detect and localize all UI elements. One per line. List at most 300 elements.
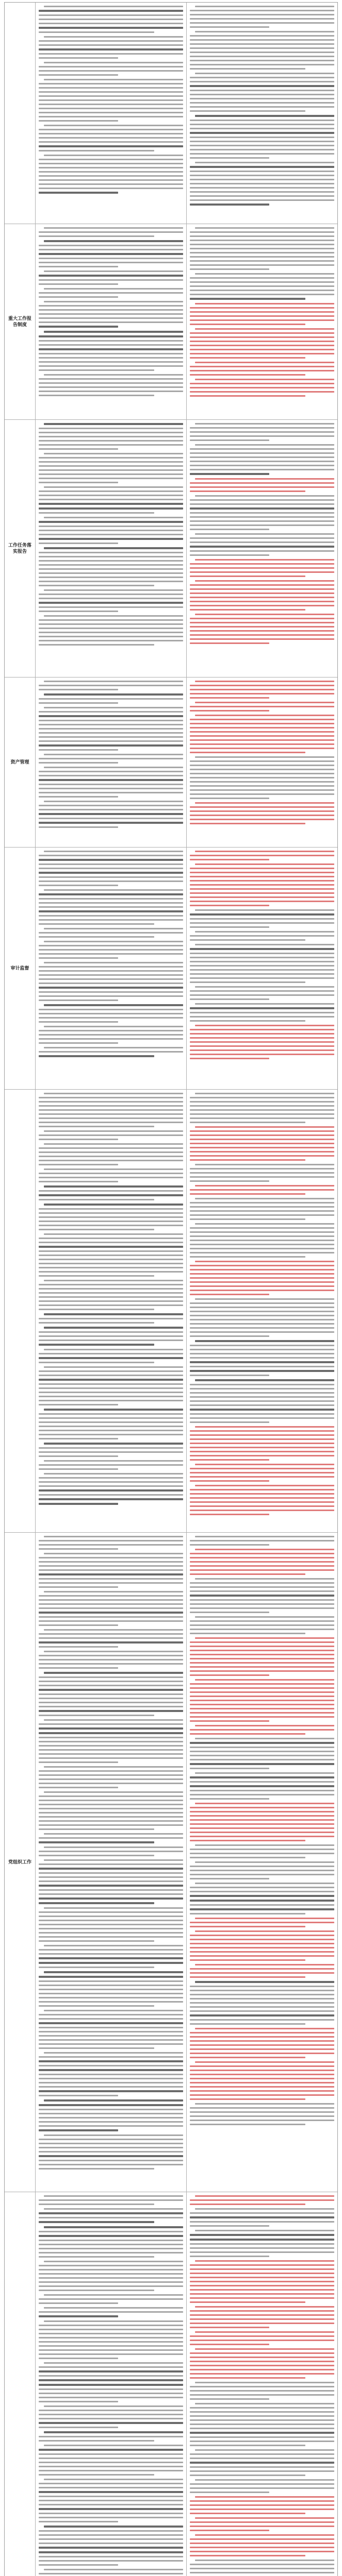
text-line [190,56,334,57]
text-line [39,1976,183,1978]
text-line [39,2534,183,2536]
text-line [39,137,183,139]
text-line [190,1218,305,1220]
text-line [190,1176,334,1178]
text-line [190,1943,334,1944]
text-line [44,589,183,591]
text-line [39,1920,183,1921]
clause-paragraph [190,1918,334,1927]
text-line [44,2307,183,2309]
text-line [39,1586,118,1588]
original-clause-column [36,224,187,419]
text-line [39,1455,118,1457]
text-line [190,1968,334,1970]
text-line [39,568,183,570]
text-line [39,87,183,89]
text-line [190,739,334,741]
text-line [44,1833,183,1835]
text-line [39,606,183,608]
clause-paragraph [39,1791,183,1830]
text-line [190,435,334,437]
text-line [39,1993,183,1994]
text-line [195,227,334,229]
clause-paragraph [39,2195,183,2205]
text-line [44,288,183,290]
text-line [190,994,334,996]
text-line [39,715,183,717]
text-line [190,1417,334,1419]
text-line [195,1964,334,1965]
clause-paragraph [190,1185,334,1195]
clause-paragraph [39,79,183,122]
text-line [39,1676,183,1678]
text-line [39,2427,118,2428]
clause-paragraph [190,1536,334,1546]
clause-paragraph [39,270,183,285]
clause-paragraph [190,681,334,699]
text-line [39,2121,183,2123]
text-line [195,379,334,380]
text-line [39,2240,183,2241]
text-line [44,1349,183,1350]
text-line [190,798,269,799]
text-line [39,762,118,764]
text-line [39,1009,183,1010]
text-line [190,626,334,628]
text-line [190,2551,334,2552]
text-line [190,1662,334,1664]
text-line [39,1309,154,1310]
text-line [190,1853,334,1854]
text-line [190,1134,334,1136]
text-line [190,2065,334,2067]
text-line [195,1803,334,1804]
text-line [195,328,334,330]
text-line [39,987,183,989]
text-line [190,2462,334,2464]
text-line [39,818,183,819]
text-line [39,129,183,130]
text-line [190,1712,334,1714]
text-line [190,294,334,295]
text-line [190,2470,334,2472]
text-line [190,880,334,882]
text-line [39,1737,183,1738]
text-line [39,1246,183,1248]
clause-paragraph [39,2208,183,2223]
text-line [39,335,183,337]
text-line [190,1505,334,1507]
text-line [39,2095,118,2096]
text-line [190,290,334,291]
text-line [39,1013,183,1014]
text-line [190,145,334,146]
text-line [190,2335,334,2337]
text-line [190,1244,334,1245]
original-clause-column [36,677,187,847]
text-line [39,1569,183,1571]
text-line [44,125,183,126]
text-line [39,898,183,900]
text-line [39,2358,118,2359]
text-line [39,602,183,604]
text-line [39,749,118,751]
text-line [39,391,183,392]
text-line [39,2104,183,2106]
text-line [39,893,183,895]
text-line [39,1357,183,1359]
text-line [190,2458,334,2459]
text-line [44,2362,183,2364]
text-line [39,2027,183,2028]
text-line [190,47,334,49]
text-line [190,1670,334,1672]
revised-clause-column [187,677,337,847]
text-line [190,1311,334,1312]
text-line [39,1331,183,1333]
text-line [190,324,305,325]
text-line [39,598,183,599]
text-line [44,374,183,376]
text-line [39,1949,183,1951]
text-line [39,348,183,350]
text-line [39,1741,183,1742]
text-line [190,1573,305,1575]
text-line [39,1548,118,1550]
text-line [39,53,183,55]
text-line [39,1880,183,1882]
text-line [190,2204,305,2205]
text-line [190,175,334,176]
text-line [44,2479,183,2480]
text-line [39,2325,183,2326]
text-line [190,731,334,733]
text-line [190,1476,334,1478]
text-line [44,1553,183,1554]
text-line [44,1327,183,1329]
clause-paragraph [190,756,334,799]
text-line [190,235,334,237]
text-line [44,889,183,891]
text-line [39,1985,183,1986]
text-line [190,1366,334,1367]
clause-paragraph [190,444,334,475]
clause-paragraph [39,36,183,59]
text-line [190,973,334,975]
text-line [190,1045,334,1047]
text-line [44,517,183,518]
text-line [44,1004,183,1006]
text-line [39,2418,183,2419]
text-line [39,1812,183,1814]
clause-paragraph [39,2431,183,2442]
text-line [39,2349,183,2351]
text-line [190,1742,334,1744]
text-line [39,1344,154,1346]
text-line [39,2160,183,2161]
text-line [190,605,334,606]
clause-paragraph [39,62,183,76]
text-line [190,1370,334,1372]
text-line [190,1240,334,1241]
text-line [39,1164,118,1165]
text-line [39,262,183,263]
text-line [195,533,334,535]
text-line [44,1204,183,1206]
text-line [195,1918,334,1919]
text-line [195,909,334,911]
clause-paragraph [190,1164,334,1182]
text-line [39,1173,183,1174]
text-line [39,872,183,874]
text-line [190,1557,334,1558]
text-line [39,534,183,535]
text-line [39,775,183,776]
text-line [190,2390,334,2392]
text-line [39,1503,118,1505]
text-line [190,1172,334,1174]
text-line [195,1883,334,1884]
text-line [195,2061,334,2063]
text-line [190,689,334,690]
text-line [190,571,334,573]
text-line [195,1578,334,1580]
text-line [190,391,334,393]
text-line [190,1633,305,1634]
clause-paragraph [39,1409,183,1439]
text-line [190,2530,269,2531]
text-line [44,2099,183,2102]
text-line [39,1447,183,1449]
text-line [190,153,334,155]
table-row [5,2192,337,2576]
clause-paragraph [39,2099,183,2131]
text-line [190,204,269,206]
text-line [39,1296,183,1298]
text-line [190,748,334,749]
text-line [44,1651,183,1652]
text-line [190,638,334,640]
text-line [195,1485,334,1486]
text-line [39,353,183,354]
text-line [190,1421,269,1423]
text-line [39,1038,183,1040]
text-line [190,1335,269,1337]
text-line [190,2453,334,2455]
text-line [195,73,334,74]
clause-paragraph [39,1651,183,1669]
text-line [44,1409,183,1411]
text-line [39,2496,183,2497]
text-line [39,1396,183,1397]
text-line [39,344,183,346]
text-line [190,922,334,924]
clause-paragraph [39,1093,183,1127]
text-line [39,2384,183,2386]
text-line [190,2019,334,2021]
clause-paragraph [190,1003,334,1022]
text-line [190,2074,334,2075]
text-line [190,2277,334,2278]
clause-paragraph [39,125,183,151]
text-line [190,2314,334,2316]
text-line [190,183,334,184]
text-line [190,1691,334,1693]
text-line [190,1265,334,1266]
text-line [39,2329,183,2330]
text-line [190,1214,334,1216]
text-line [195,1379,334,1381]
text-line [190,719,334,720]
text-line [190,1353,334,1354]
text-line [39,253,183,255]
text-line [190,777,334,778]
clause-paragraph [190,73,334,112]
clause-paragraph [190,1616,334,1634]
text-line [39,1212,183,1214]
text-line [190,789,334,791]
text-line [190,815,334,816]
text-line [190,1658,334,1659]
text-line [39,2285,183,2287]
text-line [44,767,183,768]
text-line [195,1549,334,1550]
text-line [190,503,334,505]
clause-paragraph [39,928,183,938]
text-line [39,1109,183,1111]
text-line [190,64,334,65]
text-line [190,2036,334,2038]
text-line [190,2234,334,2236]
text-line [190,486,334,488]
text-line [39,357,183,359]
text-line [190,277,334,279]
text-line [44,1168,183,1170]
text-line [39,2155,183,2157]
text-line [195,756,334,758]
clause-paragraph [39,1460,183,1470]
text-line [39,792,183,793]
text-line [190,939,305,941]
text-line [39,2483,183,2484]
clause-paragraph [190,2208,334,2227]
text-line [190,1434,334,1436]
clause-paragraph [39,754,183,764]
text-line [190,1586,334,1588]
text-line [190,102,334,104]
text-line [190,810,334,812]
clause-paragraph [190,986,334,1000]
clause-paragraph [39,423,183,450]
text-line [39,167,183,168]
clause-paragraph [39,1168,183,1182]
clause-paragraph [190,1844,334,1858]
row-label [5,3,36,224]
clause-paragraph [39,1719,183,1763]
clause-paragraph [39,1629,183,1648]
text-line [190,1624,334,1626]
text-line [190,765,334,766]
text-line [39,826,118,828]
text-line [39,2221,154,2223]
text-line [39,1300,183,1302]
text-line [190,1273,334,1275]
clause-paragraph [190,851,334,860]
clause-paragraph [39,589,183,612]
text-line [39,966,183,968]
text-line [39,1723,183,1725]
text-line [195,1844,334,1846]
text-line [39,2538,183,2540]
text-line [190,1180,269,1182]
text-line [190,1827,334,1829]
text-line [39,1271,183,1273]
text-line [39,2164,183,2165]
text-line [44,1093,183,1094]
text-line [195,362,334,363]
text-line [39,133,183,134]
text-line [190,2538,334,2540]
clause-paragraph [39,2320,183,2359]
clause-paragraph [39,615,183,646]
text-line [190,1430,334,1432]
text-line [190,2216,334,2218]
text-line [190,642,269,644]
text-line [190,383,334,384]
text-line [39,1761,118,1763]
text-line [190,2124,305,2125]
text-line [190,1650,334,1651]
text-line [39,915,183,917]
clause-paragraph [190,559,334,577]
clause-paragraph [39,2362,183,2402]
text-line [44,1591,183,1592]
text-line [190,1720,269,1722]
text-line [190,1646,334,1647]
text-line [39,1837,183,1839]
text-line [39,473,183,475]
text-line [44,941,183,942]
text-line [44,1460,183,1462]
text-line [190,1012,334,1013]
text-line [190,1345,334,1346]
text-line [39,2466,183,2467]
clause-paragraph [39,1233,183,1277]
text-line [190,1951,334,1953]
text-line [190,2014,334,2016]
clause-paragraph [190,2534,334,2556]
text-line [190,157,269,159]
text-line [39,1438,118,1439]
text-line [195,1340,334,1342]
text-line [190,120,334,121]
text-line [190,2251,334,2253]
text-line [39,83,183,84]
text-line [190,901,334,902]
text-line [190,1590,334,1592]
text-line [39,283,118,285]
clause-paragraph [39,1536,183,1550]
text-line [195,1025,334,1026]
text-line [39,499,183,500]
text-line [39,326,118,328]
text-line [39,2139,183,2140]
text-line [39,503,183,505]
text-line [190,1849,334,1850]
text-line [190,2086,334,2088]
clause-paragraph [190,1025,334,1059]
clause-paragraph [190,495,334,530]
